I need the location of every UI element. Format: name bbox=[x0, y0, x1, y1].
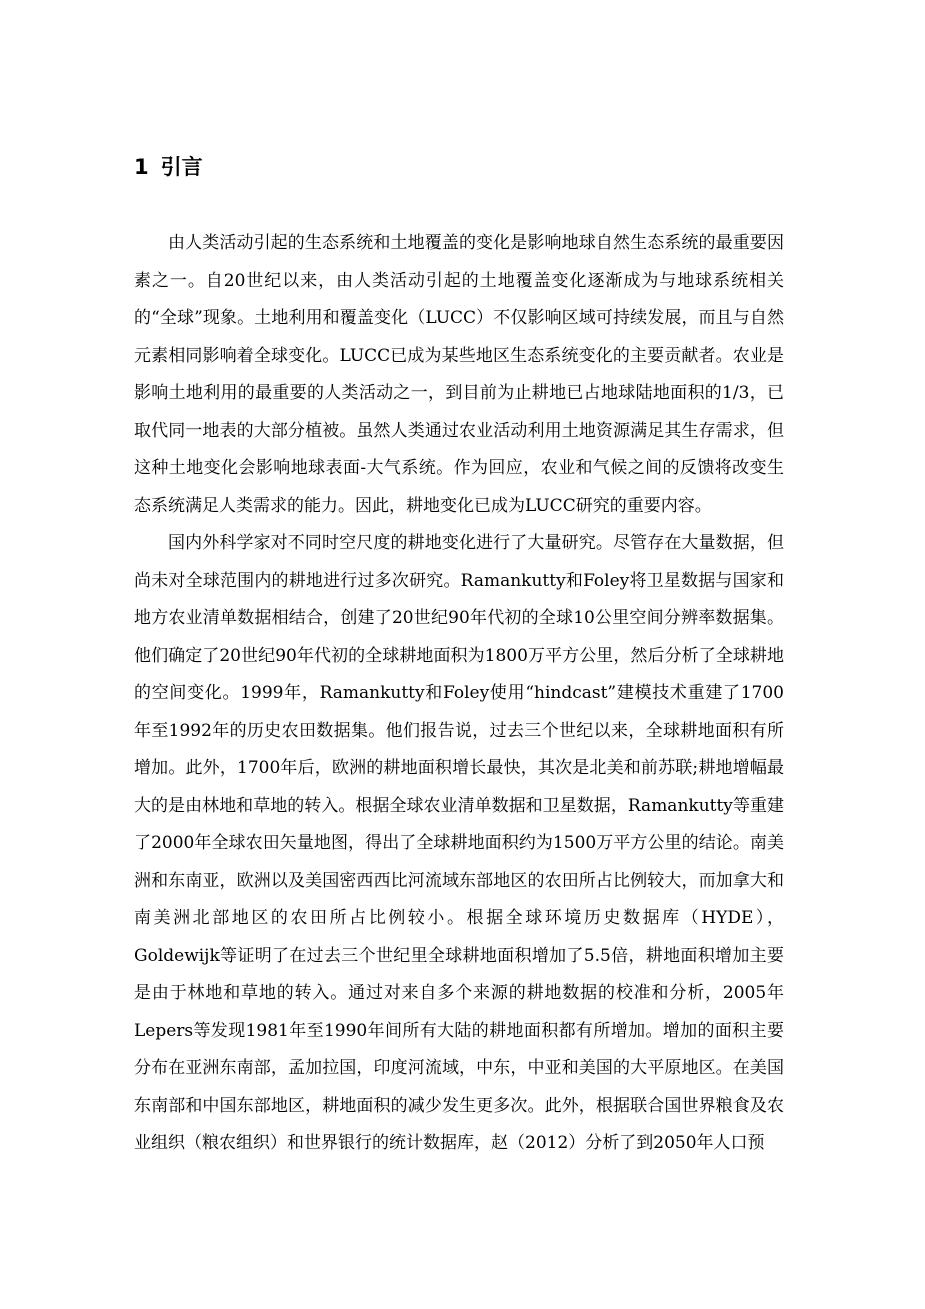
section-heading bbox=[134, 152, 203, 182]
paragraph-intro: 由人类活动引起的生态系统和土地覆盖的变化是影响地球自然生态系统的最重要因素之一。自20世纪以来，由人类活动引起的土地覆盖变化逐渐成为与地球系统相关的“全球”现象。土地利用和覆盖变化（LUCC）不仅影响区域可持续发展，而且与自然元素相同影响着全球变化。LUCC已成为某些地区生态系统变化的主要贡献者。农业是影响土地利用的最重要的人类活动之一，到目前为止耕地已占地球陆地面积的1/3，已取代同一地表的大部分植被。虽然人类通过农业活动利用土地资源满足其生存需求，但这种土地变化会影响地球表面-大气系统。作为回应，农业和气候之间的反馈将改变生态系统满足人类需求的能力。因此，耕地变化已成为LUCC研究的重要内容。 bbox=[134, 233, 784, 516]
section-number: 1 bbox=[134, 155, 149, 179]
body-text bbox=[134, 225, 784, 1163]
section-title: 引言 bbox=[160, 155, 203, 179]
paragraph-research-review: 国内外科学家对不同时空尺度的耕地变化进行了大量研究。尽管存在大量数据，但尚未对全球范围内的耕地进行过多次研究。Ramankutty和Foley将卫星数据与国家和地方农业清单数据相结合，创建了20世纪90年代初的全球10公里空间分辨率数据集。他们确定了20世纪90年代初的全球耕地面积为1800万平方公里，然后分析了全球耕地的空间变化。1999年，Ramankutty和Foley使用“hindcast”建模技术重建了1700年至1992年的历史农田数据集。他们报告说，过去三个世纪以来，全球耕地面积有所增加。此外，1700年后，欧洲的耕地面积增长最快，其次是北美和前苏联;耕地增幅最大的是由林地和草地的转入。根据全球农业清单数据和卫星数据，Ramankutty等重建了2000年全球农田矢量地图，得出了全球耕地面积约为1500万平方公里的结论。南美洲和东南亚，欧洲以及美国密西西比河流域东部地区的农田所占比例较大，而加拿大和南美洲北部地区的农田所占比例较小。根据全球环境历史数据库（HYDE），Goldewijk等证明了在过去三个世纪里全球耕地面积增加了5.5倍，耕地面积增加主要是由于林地和草地的转入。通过对来自多个来源的耕地数据的校准和分析，2005年Lepers等发现1981年至1990年间所有大陆的耕地面积都有所增加。增加的面积主要分布在亚洲东南部，孟加拉国，印度河流域，中东，中亚和美国的大平原地区。在美国东南部和中国东部地区，耕地面积的减少发生更多次。此外，根据联合国世界粮食及农业组织（粮农组织）和世界银行的统计数据库，赵（2012）分析了到2050年人口预 bbox=[134, 533, 784, 1153]
